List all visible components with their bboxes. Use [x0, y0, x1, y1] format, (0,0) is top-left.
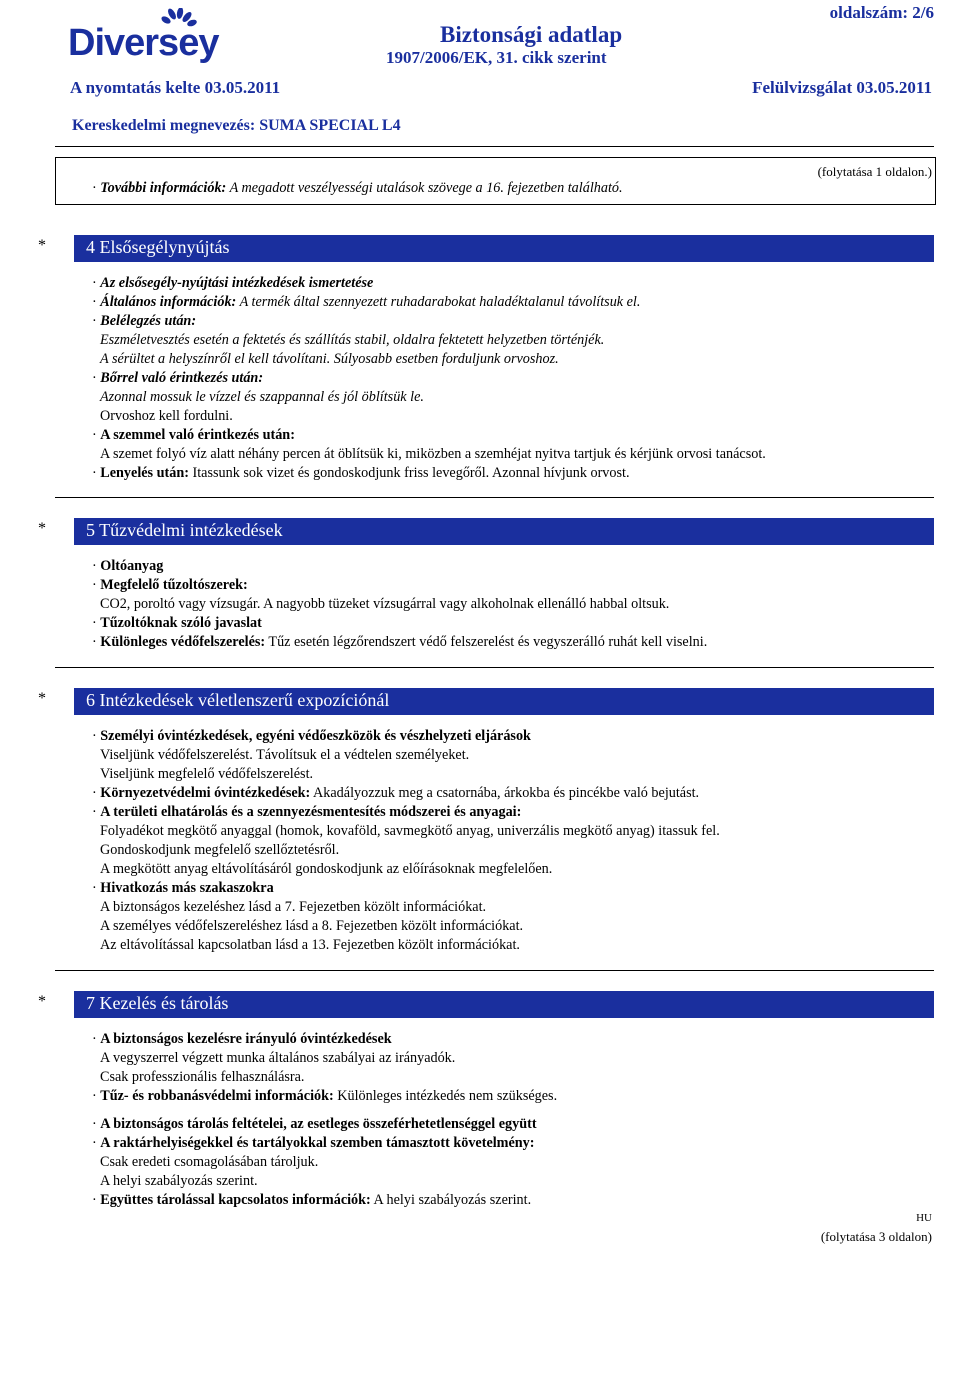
section-4-header	[74, 235, 934, 262]
containment-text-3: A megkötött anyag eltávolításáról gondoskodjunk az előírásoknak megfelelően.	[100, 861, 553, 877]
extinguishing-media: · Oltóanyag	[92, 558, 163, 574]
regulation: 1907/2006/EK, 31. cikk szerint	[386, 48, 607, 67]
environmental-label: · Környezetvédelmi óvintézkedések:	[92, 785, 310, 801]
diversey-logo	[68, 8, 218, 68]
change-marker: *	[38, 520, 46, 537]
header-divider	[55, 146, 934, 147]
skin-contact-text: Azonnal mossuk le vízzel és szappannal és jól öblítsük le.	[100, 389, 424, 405]
eye-contact-text: A szemet folyó víz alatt néhány percen át öblítsük ki, miközben a szemhéjat nyitva tartjuk és kérjünk orvosi tanácsot.	[100, 446, 766, 462]
change-marker: *	[38, 993, 46, 1010]
containment-label: · A területi elhatárolás és a szennyezésmentesítés módszerei és anyagai:	[92, 804, 521, 820]
general-info-label: · Általános információk:	[92, 294, 236, 310]
section-divider	[55, 497, 934, 498]
environmental-text: Akadályozzuk meg a csatornába, árkokba és pincékbe való bejutást.	[313, 785, 700, 801]
continued-from: (folytatása 1 oldalon.)	[817, 164, 932, 179]
section-7-header	[74, 991, 934, 1018]
change-marker: *	[38, 237, 46, 254]
personal-precautions: · Személyi óvintézkedések, egyéni védőeszközök és vészhelyzeti eljárások	[92, 728, 531, 744]
protective-equipment-text: Tűz esetén légzőrendszert védő felszerelést és vegyszerálló ruhát kell viselni.	[268, 634, 708, 650]
joint-storage-text: A helyi szabályozás szerint.	[373, 1192, 532, 1208]
section-divider	[55, 970, 934, 971]
containment-text-2: Gondoskodjunk megfelelő szellőztetésről.	[100, 842, 340, 858]
joint-storage-label: · Együttes tárolással kapcsolatos információk:	[92, 1192, 371, 1208]
skin-contact-text-2: Orvoshoz kell fordulni.	[100, 408, 233, 424]
section-title: 4 Elsősegélynyújtás	[86, 237, 230, 257]
first-aid-measures: · Az elsősegély-nyújtási intézkedések ismertetése	[92, 275, 373, 291]
fire-protection-label: · Tűz- és robbanásvédelmi információk:	[92, 1088, 334, 1104]
references-label: · Hivatkozás más szakaszokra	[92, 880, 274, 896]
further-info	[92, 180, 623, 197]
personal-precautions-text-1: Viseljünk védőfelszerelést. Távolítsuk el a védtelen személyeket.	[100, 747, 470, 763]
language-code: HU	[916, 1212, 932, 1224]
ingestion-text: Itassunk sok vizet és gondoskodjunk friss levegőről. Azonnal hívjunk orvost.	[192, 465, 630, 481]
suitable-agents-label: · Megfelelő tűzoltószerek:	[92, 577, 248, 593]
skin-contact-label: · Bőrrel való érintkezés után:	[92, 370, 263, 386]
trade-name: Kereskedelmi megnevezés: SUMA SPECIAL L4	[72, 117, 401, 134]
references-text-2: A személyes védőfelszereléshez lásd a 8. Fejezetben közölt információkat.	[100, 918, 524, 934]
personal-precautions-text-2: Viseljünk megfelelő védőfelszerelést.	[100, 766, 314, 782]
storage-requirements-text-1: Csak eredeti csomagolásában tároljuk.	[100, 1154, 319, 1170]
safe-handling-text-1: A vegyszerrel végzett munka általános szabályai az irányadók.	[100, 1050, 456, 1066]
general-info-text: A termék által szennyezett ruhadarabokat haladéktalanul távolítsuk el.	[239, 294, 641, 310]
brand-wordmark: Diversey	[68, 22, 219, 64]
doc-title: Biztonsági adatlap	[440, 22, 623, 47]
section-title: 7 Kezelés és tárolás	[86, 993, 229, 1013]
inhalation-label: · Belélegzés után:	[92, 313, 196, 329]
containment-text-1: Folyadékot megkötő anyaggal (homok, kovaföld, savmegkötő anyag, univerzális megkötő anyag) itassuk fel.	[100, 823, 720, 839]
eye-contact-label: · A szemmel való érintkezés után:	[92, 427, 295, 443]
print-date: A nyomtatás kelte 03.05.2011	[70, 78, 281, 97]
storage-requirements-text-2: A helyi szabályozás szerint.	[100, 1173, 258, 1189]
storage-requirements-label: · A raktárhelyiségekkel és tartályokkal szemben támasztott követelmény:	[92, 1135, 535, 1151]
section-5-header	[74, 518, 934, 545]
section-title: 5 Tűzvédelmi intézkedések	[86, 520, 283, 540]
revision-date: Felülvizsgálat 03.05.2011	[752, 78, 932, 97]
safe-handling-text-2: Csak professzionális felhasználásra.	[100, 1069, 305, 1085]
suitable-agents-text: CO2, poroltó vagy vízsugár. A nagyobb tüzeket vízsugárral vagy alkoholnak ellenálló habbal oltsuk.	[100, 596, 670, 612]
firefighter-advice: · Tűzoltóknak szóló javaslat	[92, 615, 262, 631]
protective-equipment-label: · Különleges védőfelszerelés:	[92, 634, 265, 650]
page-number: oldalszám: 2/6	[829, 3, 934, 22]
further-info-text: A megadott veszélyességi utalások szövege a 16. fejezetben található.	[229, 180, 623, 196]
references-text-3: Az eltávolítással kapcsolatban lásd a 13. Fejezetben közölt információkat.	[100, 937, 520, 953]
further-info-label: · További információk:	[92, 180, 226, 196]
continued-to: (folytatása 3 oldalon)	[820, 1229, 932, 1244]
section-title: 6 Intézkedések véletlenszerű expozíciónál	[86, 690, 390, 710]
inhalation-text-1: Eszméletvesztés esetén a fektetés és szállítás stabil, oldalra fektetett helyzetben történjék.	[100, 332, 605, 348]
inhalation-text-2: A sérültet a helyszínről el kell távolítani. Súlyosabb esetben forduljunk orvoshoz.	[100, 351, 559, 367]
safe-handling: · A biztonságos kezelésre irányuló óvintézkedések	[92, 1031, 392, 1047]
safe-storage: · A biztonságos tárolás feltételei, az esetleges összeférhetetlenséggel együtt	[92, 1116, 537, 1132]
section-divider	[55, 667, 934, 668]
fire-protection-text: Különleges intézkedés nem szükséges.	[337, 1088, 558, 1104]
ingestion-label: · Lenyelés után:	[92, 465, 189, 481]
references-text-1: A biztonságos kezeléshez lásd a 7. Fejezetben közölt információkat.	[100, 899, 487, 915]
change-marker: *	[38, 690, 46, 707]
section-6-header	[74, 688, 934, 715]
